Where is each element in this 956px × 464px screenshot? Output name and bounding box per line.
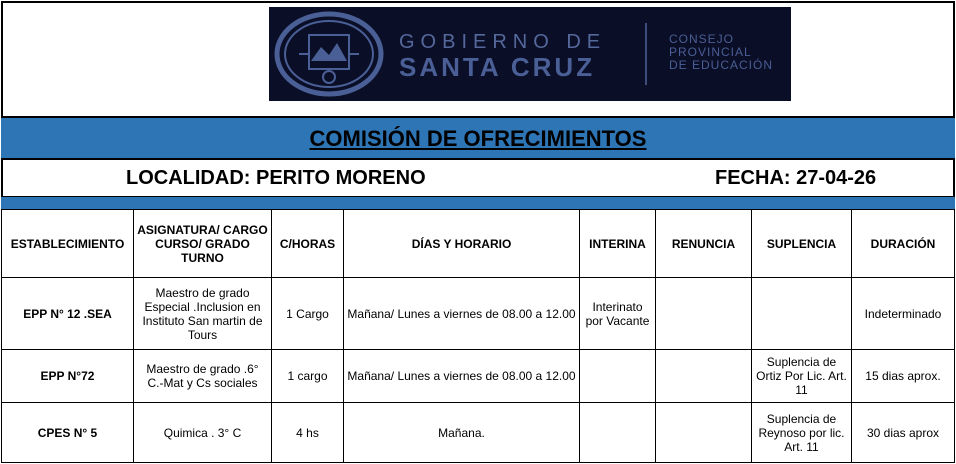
logo-line2: SANTA CRUZ <box>399 52 596 82</box>
cell-establecimiento: CPES N° 5 <box>2 403 134 463</box>
header-suplencia: SUPLENCIA <box>752 210 852 278</box>
header-dias-horario: DÍAS Y HORARIO <box>344 210 580 278</box>
table-row <box>2 403 955 463</box>
cell-interina <box>580 350 656 403</box>
cell-duracion: Indeterminado <box>852 278 955 350</box>
cell-interina: Interinato por Vacante <box>580 278 656 350</box>
cell-interina <box>580 403 656 463</box>
header-asignatura: ASIGNATURA/ CARGO CURSO/ GRADO TURNO <box>134 210 272 278</box>
table-row <box>2 350 955 403</box>
logo-side-line: PROVINCIAL <box>669 45 752 59</box>
cell-suplencia <box>752 278 852 350</box>
header-establecimiento: ESTABLECIMIENTO <box>2 210 134 278</box>
header-horas: C/HORAS <box>272 210 344 278</box>
cell-renuncia <box>656 403 752 463</box>
cell-establecimiento: EPP N° 12 .SEA <box>2 278 134 350</box>
cell-asignatura: Maestro de grado Especial .Inclusion en Instituto San martin de Tours <box>134 278 272 350</box>
logo-side-line: DE EDUCACIÓN <box>669 58 774 72</box>
cell-suplencia: Suplencia de Reynoso por lic. Art. 11 <box>752 403 852 463</box>
cell-suplencia: Suplencia de Ortiz Por Lic. Art. 11 <box>752 350 852 403</box>
cell-asignatura: Quimica . 3° C <box>134 403 272 463</box>
header-duracion: DURACIÓN <box>852 210 955 278</box>
cell-renuncia <box>656 350 752 403</box>
cell-horas: 1 cargo <box>272 350 344 403</box>
title-band <box>1 116 955 162</box>
cell-horas: 1 Cargo <box>272 278 344 350</box>
table-header-row <box>2 210 955 278</box>
header-box <box>1 1 955 118</box>
cell-establecimiento: EPP N°72 <box>2 350 134 403</box>
logo-divider <box>645 23 647 85</box>
page-title: COMISIÓN DE OFRECIMIENTOS <box>309 126 647 151</box>
cell-renuncia <box>656 278 752 350</box>
cell-horas: 4 hs <box>272 403 344 463</box>
localidad-label: LOCALIDAD: PERITO MORENO <box>126 167 426 189</box>
cell-duracion: 15 dias aprox. <box>852 350 955 403</box>
logo <box>269 7 791 101</box>
logo-text <box>399 31 606 83</box>
fecha-label: FECHA: 27-04-26 <box>715 167 877 189</box>
header-interina: INTERINA <box>580 210 656 278</box>
coat-of-arms-icon <box>269 7 389 101</box>
cell-duracion: 30 dias aprox <box>852 403 955 463</box>
header-renuncia: RENUNCIA <box>656 210 752 278</box>
cell-dias-horario: Mañana/ Lunes a viernes de 08.00 a 12.00 <box>344 278 580 350</box>
logo-side-text <box>669 33 773 72</box>
location-box <box>1 158 955 198</box>
table-row <box>2 278 955 350</box>
offers-table <box>1 209 955 463</box>
cell-dias-horario: Mañana/ Lunes a viernes de 08.00 a 12.00 <box>344 350 580 403</box>
cell-asignatura: Maestro de grado .6° C.-Mat y Cs sociales <box>134 350 272 403</box>
logo-line1: GOBIERNO DE <box>399 31 607 53</box>
logo-side-line: CONSEJO <box>669 32 735 46</box>
divider-band <box>1 197 955 209</box>
cell-dias-horario: Mañana. <box>344 403 580 463</box>
